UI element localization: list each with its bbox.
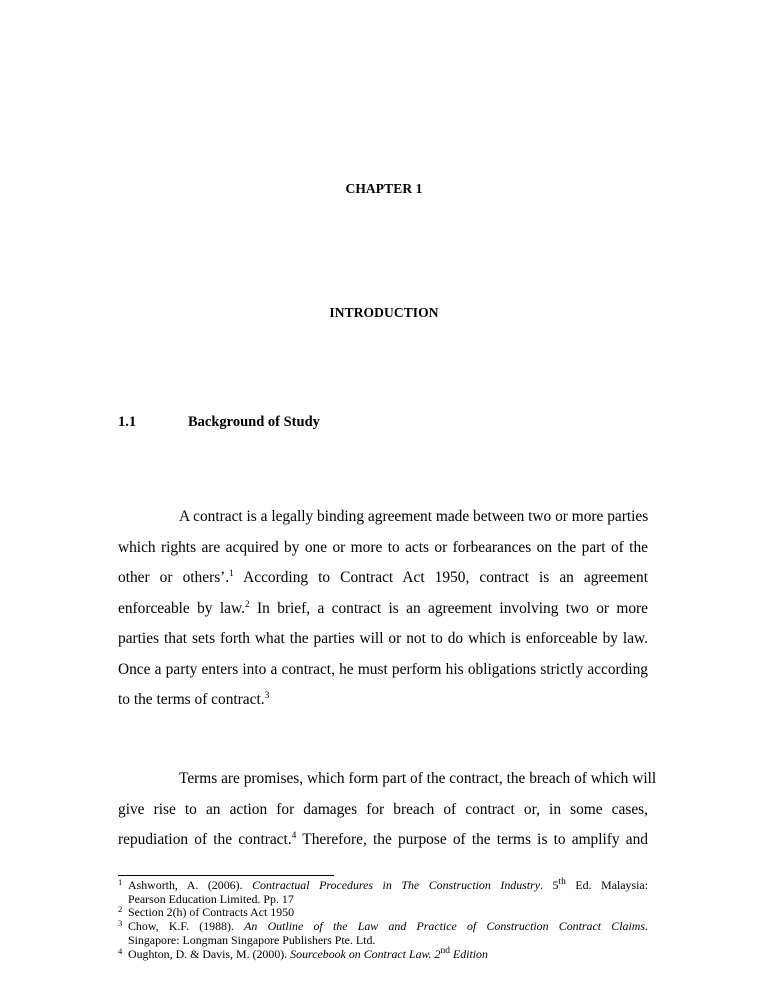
footnote-superscript: th: [558, 877, 566, 888]
paragraph-text: In brief, a contract is an agreement involving two or more: [257, 599, 648, 617]
footnote-mark: 1: [118, 877, 123, 887]
footnote-4: [118, 945, 648, 962]
paragraph-line: Once a party enters into a contract, he must perform his obligations strictly according: [118, 660, 648, 678]
footnote-text: Ed. Malaysia:: [565, 878, 649, 892]
body-paragraph-2: [118, 764, 657, 856]
footnote-mark: 2: [118, 904, 123, 915]
paragraph-text: enforceable by law.: [118, 599, 245, 617]
footnote-line: [128, 945, 648, 962]
chapter-title: INTRODUCTION: [329, 305, 439, 320]
paragraph-line: Terms are promises, which form part of the contract, the breach of which will: [179, 770, 657, 787]
footnote-3: [118, 920, 648, 947]
chapter-label: CHAPTER 1: [345, 181, 423, 196]
footnote-line: [128, 920, 648, 934]
footnote-text: .: [645, 919, 648, 934]
footnote-mark: 3: [118, 918, 123, 929]
paragraph-text: Therefore, the purpose of the terms is to amplify and: [302, 831, 649, 848]
footnotes: [118, 879, 648, 961]
footnote-line: [128, 879, 648, 893]
footnote-italic: Contractual Procedures in The Construction Industry: [252, 878, 540, 892]
footnote-line: Section 2(h) of Contracts Act 1950: [128, 905, 295, 920]
footnote-italic: Sourcebook on Contract Law. 2: [290, 946, 441, 961]
footnote-1: [118, 879, 648, 906]
footnote-italic: Edition: [449, 946, 488, 961]
footnote-2: [118, 906, 648, 920]
section-heading: [118, 414, 320, 431]
paragraph-text: According to Contract Act 1950, contract is an agreement: [243, 569, 648, 586]
paragraph-line: which rights are acquired by one or more to acts or forbearances on the part of the: [118, 538, 648, 556]
footnote-italic: An Outline of the Law and Practice of Construction Contract Claims: [244, 919, 645, 934]
footnote-text: Chow, K.F. (1988).: [128, 919, 245, 934]
paragraph-line: [118, 563, 648, 594]
section-title: Background of Study: [188, 414, 320, 430]
paragraph-text: other or others’.: [118, 569, 230, 586]
paragraph-line: [118, 825, 648, 856]
footnote-ref: 1: [229, 568, 234, 579]
footnote-line: Singapore: Longman Singapore Publishers Pte. Ltd.: [128, 932, 376, 947]
footnote-text: . 5: [540, 878, 559, 892]
footnote-text: Oughton, D. & Davis, M. (2000).: [128, 946, 291, 961]
footnote-mark: 4: [118, 945, 123, 956]
paragraph-line: give rise to an action for damages for breach of contract or, in some cases,: [118, 800, 648, 818]
paragraph-line: [118, 594, 648, 625]
paragraph-line: parties that sets forth what the parties will or not to do which is enforceable by law.: [118, 630, 648, 647]
paragraph-text: repudiation of the contract.: [118, 831, 292, 848]
section-number: 1.1: [118, 414, 137, 430]
footnote-superscript: nd: [440, 945, 450, 956]
footnote-ref: 2: [244, 599, 250, 610]
paragraph-text: to the terms of contract.: [118, 691, 265, 708]
footnote-line: Pearson Education Limited. Pp. 17: [128, 891, 294, 906]
footnote-ref: 4: [291, 830, 297, 841]
paragraph-line: [118, 685, 648, 716]
footnote-ref: 3: [264, 690, 270, 701]
body-paragraph-1: [118, 502, 648, 716]
paragraph-line: A contract is a legally binding agreement made between two or more parties: [179, 508, 649, 525]
footnote-separator: [118, 875, 334, 876]
footnote-text: Ashworth, A. (2006).: [128, 878, 253, 892]
